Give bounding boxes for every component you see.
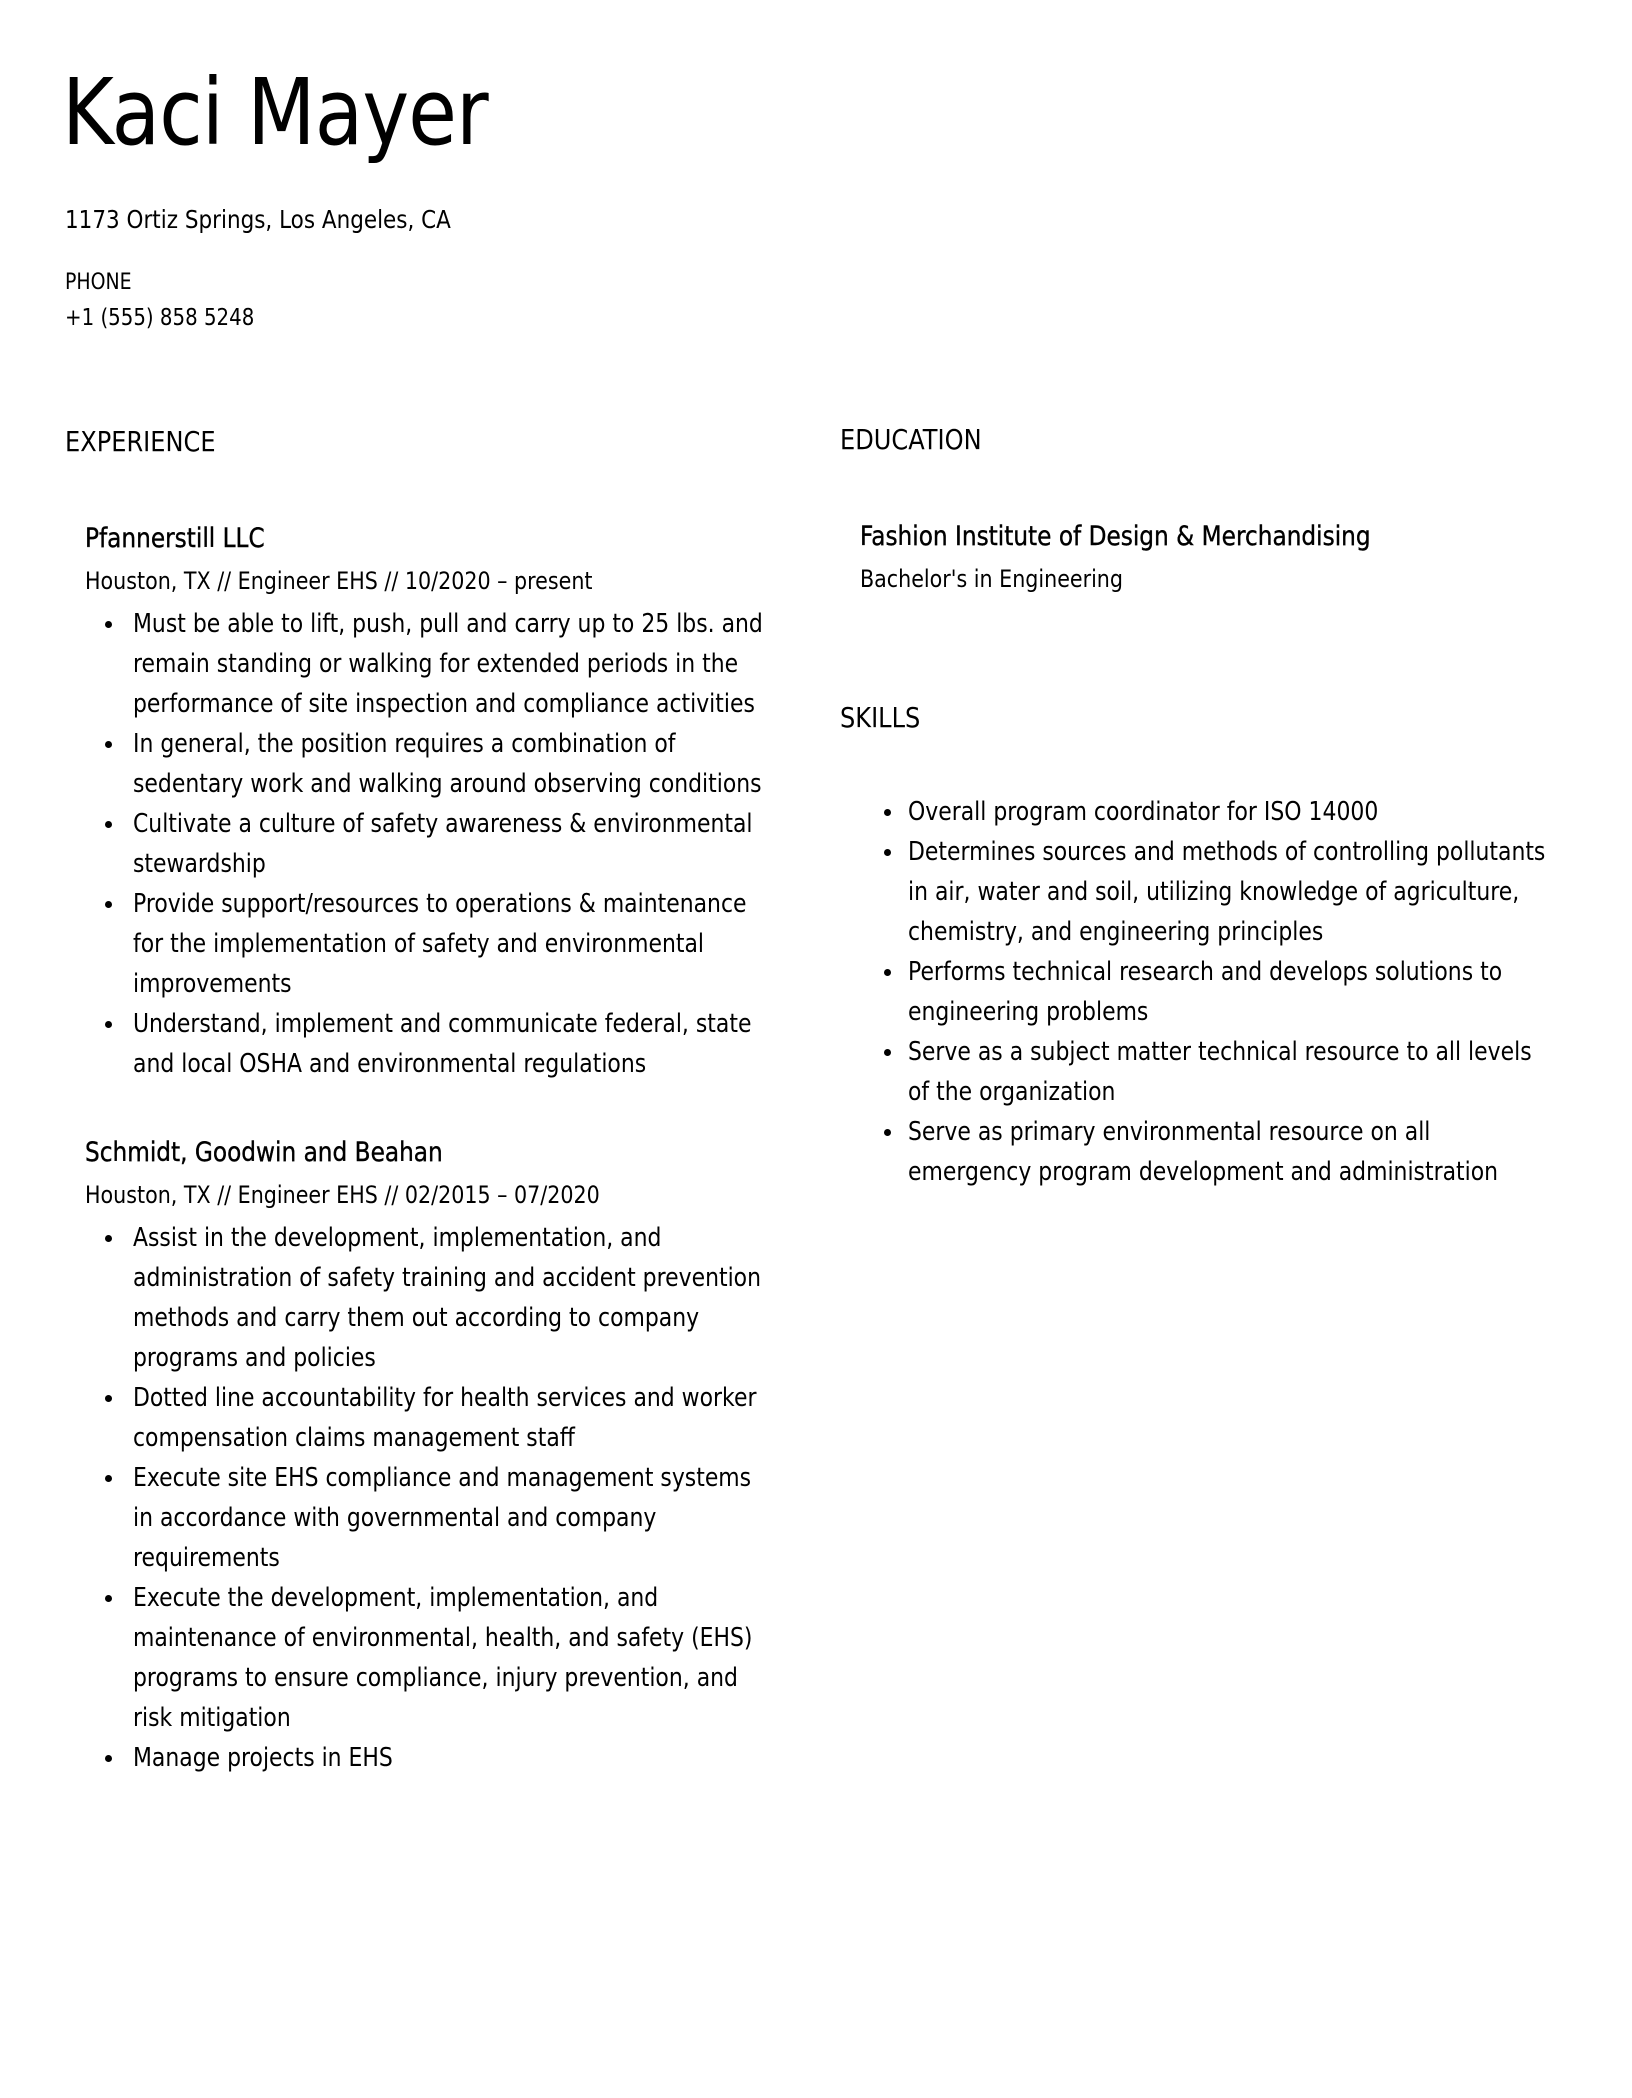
bullet-icon (105, 821, 112, 828)
company-name: Schmidt, Goodwin and Beahan (85, 1137, 443, 1168)
skills-list (840, 792, 1600, 1192)
experience-heading: EXPERIENCE (65, 425, 216, 458)
list-item (85, 884, 825, 1004)
bullet-icon (884, 969, 891, 976)
list-item (85, 1738, 825, 1778)
list-item (85, 1378, 825, 1458)
bullet-icon (105, 621, 112, 628)
list-item (840, 832, 1600, 952)
list-item-text: Cultivate a culture of safety awareness & environmental stewardship (133, 809, 753, 879)
list-item (85, 724, 825, 804)
list-item (85, 1458, 825, 1578)
list-item-text: Serve as a subject matter technical resource to all levels of the organization (908, 1037, 1532, 1107)
list-item-text: Understand, implement and communicate federal, state and local OSHA and environmental regulations (133, 1009, 752, 1079)
bullet-icon (884, 849, 891, 856)
address: 1173 Ortiz Springs, Los Angeles, CA (65, 205, 451, 234)
list-item-text: Assist in the development, implementation, and administration of safety training and accident prevention methods and carry them out according to company programs and policies (133, 1223, 762, 1373)
list-item (840, 792, 1600, 832)
bullet-icon (884, 809, 891, 816)
job-meta: Houston, TX // Engineer EHS // 10/2020 – present (85, 567, 593, 595)
list-item-text: Execute site EHS compliance and management systems in accordance with governmental and company requirements (133, 1463, 752, 1573)
list-item-text: Must be able to lift, push, pull and carry up to 25 lbs. and remain standing or walking for extended periods in the performance of site inspection and compliance activities (133, 609, 763, 719)
candidate-name: Kaci Mayer (62, 59, 488, 166)
education-entry (860, 518, 1600, 596)
list-item-text: Provide support/resources to operations & maintenance for the implementation of safety and environmental improvements (133, 889, 747, 999)
experience-entry (85, 1134, 825, 1778)
school-name: Fashion Institute of Design & Merchandising (860, 521, 1371, 552)
bullet-icon (105, 741, 112, 748)
list-item-text: Serve as primary environmental resource on all emergency program development and administration (908, 1117, 1499, 1187)
list-item (85, 604, 825, 724)
bullet-icon (884, 1049, 891, 1056)
list-item (840, 1112, 1600, 1192)
list-item-text: Determines sources and methods of controlling pollutants in air, water and soil, utilizing knowledge of agriculture, chemistry, and engineering principles (908, 837, 1546, 947)
bullet-icon (105, 1755, 112, 1762)
bullet-icon (105, 1395, 112, 1402)
list-item (840, 1032, 1600, 1112)
bullet-icon (105, 1475, 112, 1482)
education-skills-column (840, 420, 1600, 1192)
responsibilities-list (85, 1218, 825, 1778)
company-name: Pfannerstill LLC (85, 523, 265, 554)
list-item-text: Manage projects in EHS (133, 1743, 393, 1773)
responsibilities-list (85, 604, 825, 1084)
list-item (85, 1004, 825, 1084)
list-item-text: In general, the position requires a combination of sedentary work and walking around observing conditions (133, 729, 762, 799)
skills-heading: SKILLS (840, 701, 921, 734)
experience-section (65, 420, 825, 1778)
phone-label: PHONE (65, 270, 132, 295)
list-item-text: Execute the development, implementation, and maintenance of environmental, health, and safety (EHS) programs to ensure compliance, injury prevention, and risk mitigation (133, 1583, 753, 1733)
bullet-icon (105, 1235, 112, 1242)
list-item (85, 1578, 825, 1738)
list-item-text: Performs technical research and develops solutions to engineering problems (908, 957, 1503, 1027)
degree: Bachelor's in Engineering (860, 565, 1123, 593)
phone-number: +1 (555) 858 5248 (65, 305, 255, 331)
list-item-text: Overall program coordinator for ISO 14000 (908, 797, 1379, 827)
list-item (85, 804, 825, 884)
job-meta: Houston, TX // Engineer EHS // 02/2015 – 07/2020 (85, 1181, 600, 1209)
bullet-icon (105, 1595, 112, 1602)
list-item (85, 1218, 825, 1378)
education-heading: EDUCATION (840, 423, 982, 456)
bullet-icon (105, 901, 112, 908)
experience-entry (85, 520, 825, 1084)
list-item-text: Dotted line accountability for health services and worker compensation claims management staff (133, 1383, 757, 1453)
bullet-icon (884, 1129, 891, 1136)
bullet-icon (105, 1021, 112, 1028)
list-item (840, 952, 1600, 1032)
